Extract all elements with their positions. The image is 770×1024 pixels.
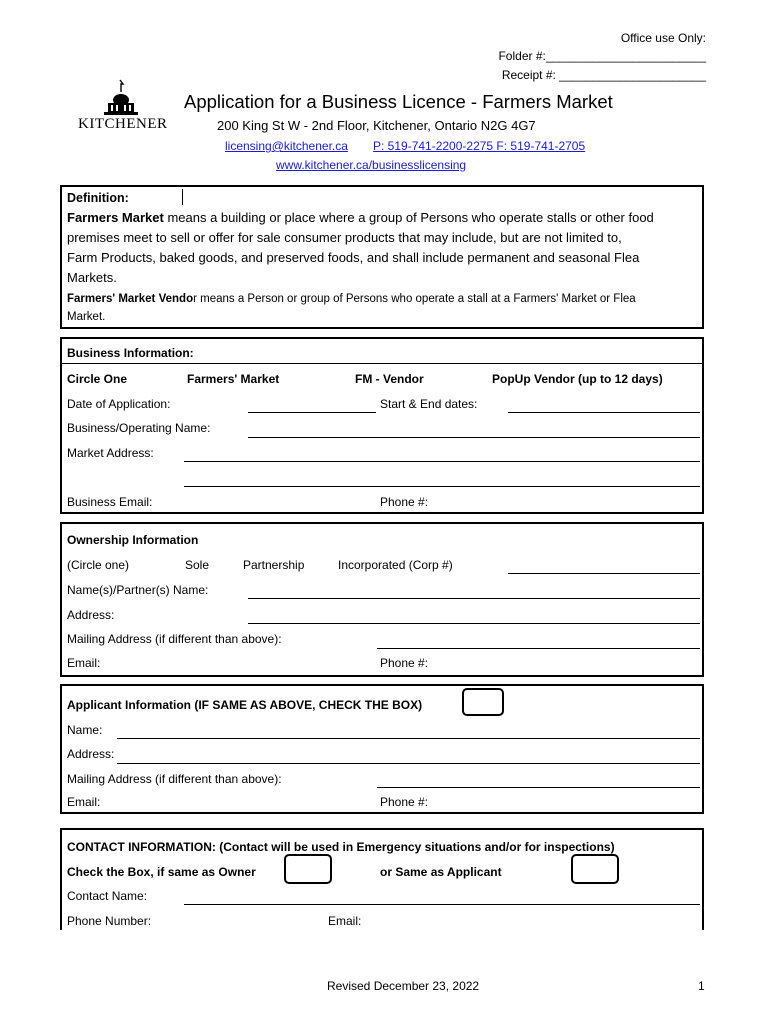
applicant-name-field[interactable] xyxy=(117,738,700,739)
option-incorporated[interactable]: Incorporated (Corp #) xyxy=(338,558,453,572)
owner-mailing-field[interactable] xyxy=(377,648,700,649)
applicant-information-section xyxy=(60,684,704,814)
business-phone-label: Phone #: xyxy=(380,495,429,509)
folder-number-field: Folder #:________________________ xyxy=(498,49,706,63)
applicant-mailing-label: Mailing Address (if different than above): xyxy=(67,772,282,786)
date-of-application-label: Date of Application: xyxy=(67,397,171,411)
page-title: Application for a Business Licence - Farmers Market xyxy=(184,91,613,112)
ownership-heading: Ownership Information xyxy=(67,533,199,547)
owner-names-label: Name(s)/Partner(s) Name: xyxy=(67,583,209,597)
same-as-applicant-label: or Same as Applicant xyxy=(380,865,502,879)
start-end-dates-label: Start & End dates: xyxy=(380,397,478,411)
phone-fax-numbers: P: 519-741-2200-2275 F: 519-741-2705 xyxy=(373,139,586,153)
applicant-email-label: Email: xyxy=(67,795,101,809)
vendor-definition-line1 xyxy=(67,293,636,305)
farmers-market-definition-line1 xyxy=(67,210,654,225)
owner-mailing-label: Mailing Address (if different than above): xyxy=(67,632,282,646)
vendor-definition-line2: Market. xyxy=(67,311,106,323)
owner-phone-label: Phone #: xyxy=(380,656,429,670)
option-fm-vendor[interactable]: FM - Vendor xyxy=(355,372,424,386)
same-as-above-checkbox[interactable] xyxy=(462,688,504,716)
business-email-label: Business Email: xyxy=(67,495,153,509)
owner-names-field[interactable] xyxy=(248,598,700,599)
definition-section xyxy=(60,185,704,329)
same-as-applicant-checkbox[interactable] xyxy=(571,854,619,884)
contact-name-field[interactable] xyxy=(184,904,700,905)
applicant-address-label: Address: xyxy=(67,747,115,761)
definition-text: means a building or place where a group of Persons who operate stalls or other food xyxy=(163,210,654,225)
website-link[interactable]: www.kitchener.ca/businesslicensing xyxy=(276,158,467,172)
circle-one-label: (Circle one) xyxy=(67,558,130,572)
applicant-heading: Applicant Information (IF SAME AS ABOVE, CHECK THE BOX) xyxy=(67,698,423,712)
applicant-mailing-field[interactable] xyxy=(377,787,700,788)
revised-date: Revised December 23, 2022 xyxy=(327,979,480,993)
contact-name-label: Contact Name: xyxy=(67,889,148,903)
business-heading: Business Information: xyxy=(67,346,194,360)
applicant-name-label: Name: xyxy=(67,723,103,737)
ownership-information-section xyxy=(60,522,704,677)
contact-heading: CONTACT INFORMATION: (Contact will be used in Emergency situations and/or for inspections) xyxy=(67,840,615,854)
office-use-title: Office use Only: xyxy=(620,31,706,45)
kitchener-logo xyxy=(76,78,168,134)
date-of-application-field[interactable] xyxy=(248,412,376,413)
office-address: 200 King St W - 2nd Floor, Kitchener, Ontario N2G 4G7 xyxy=(217,118,536,133)
page-number: 1 xyxy=(698,979,705,993)
circle-one-label: Circle One xyxy=(67,372,128,386)
start-end-dates-field[interactable] xyxy=(508,412,700,413)
definition-text: r means a Person or group of Persons who operate a stall at a Farmers' Market or Flea xyxy=(193,293,636,305)
same-as-owner-label: Check the Box, if same as Owner xyxy=(67,865,256,879)
applicant-phone-label: Phone #: xyxy=(380,795,429,809)
divider xyxy=(62,363,702,364)
market-address-field-line1[interactable] xyxy=(184,461,700,462)
owner-email-label: Email: xyxy=(67,656,101,670)
farmers-market-definition-line4: Markets. xyxy=(67,270,117,285)
text-cursor xyxy=(182,189,183,205)
owner-address-label: Address: xyxy=(67,608,115,622)
option-popup-vendor[interactable]: PopUp Vendor (up to 12 days) xyxy=(492,372,663,386)
farmers-market-definition-line3: Farm Products, baked goods, and preserved foods, and shall include permanent and seasonal Flea xyxy=(67,250,640,265)
contact-email-label: Email: xyxy=(328,914,362,928)
receipt-number-field: Receipt #: ______________________ xyxy=(501,68,706,82)
applicant-address-field[interactable] xyxy=(117,763,700,764)
farmers-market-definition-line2: premises meet to sell or offer for sale consumer products that may include, but are not limited to, xyxy=(67,230,622,245)
business-information-section xyxy=(60,337,704,514)
email-link[interactable]: licensing@kitchener.ca xyxy=(225,139,348,153)
definition-heading: Definition: xyxy=(67,191,129,205)
city-hall-icon xyxy=(76,78,168,118)
owner-address-field[interactable] xyxy=(248,623,700,624)
market-address-label: Market Address: xyxy=(67,446,154,460)
corp-number-field[interactable] xyxy=(508,573,700,574)
same-as-owner-checkbox[interactable] xyxy=(284,854,332,884)
market-address-field-line2[interactable] xyxy=(184,486,700,487)
farmers-market-term: Farmers Market xyxy=(67,210,164,225)
contact-information-section xyxy=(60,828,704,930)
option-partnership[interactable]: Partnership xyxy=(243,558,305,572)
business-name-field[interactable] xyxy=(248,437,700,438)
option-sole[interactable]: Sole xyxy=(185,558,210,572)
contact-phone-label: Phone Number: xyxy=(67,914,152,928)
logo-text: KITCHENER xyxy=(78,116,168,132)
vendor-term: Farmers' Market Vendo xyxy=(67,293,194,305)
option-farmers-market[interactable]: Farmers' Market xyxy=(187,372,280,386)
business-name-label: Business/Operating Name: xyxy=(67,421,211,435)
